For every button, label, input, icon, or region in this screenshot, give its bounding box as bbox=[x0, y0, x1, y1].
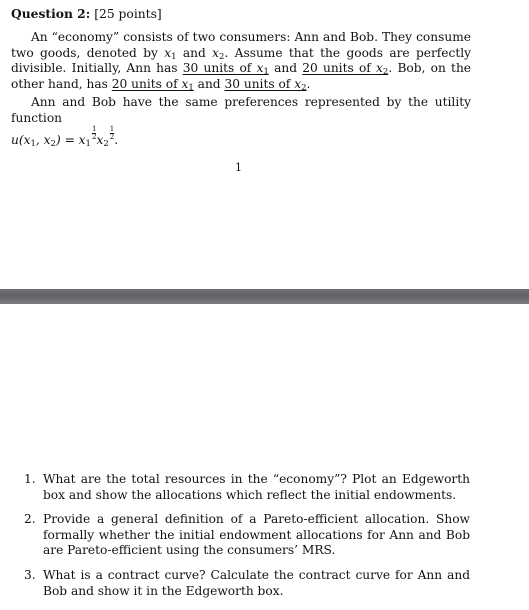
page-number: 1 bbox=[235, 161, 242, 174]
math-x1: $x_1$ bbox=[164, 45, 177, 62]
intro-text: . Assume that the goods are perfectly divisible. Initially, Ann has bbox=[11, 45, 472, 76]
intro-text: An “economy” consists of two consumers: Ann and Bob. They consume two goods, denoted by bbox=[11, 30, 471, 60]
intro-text: and bbox=[274, 61, 298, 76]
math-x2: $x_2$ bbox=[212, 45, 225, 62]
item-number: 3. bbox=[24, 567, 36, 582]
intro-text: and bbox=[197, 76, 221, 91]
utility-text: Ann and Bob have the same preferences represented by the utility function bbox=[11, 95, 471, 125]
bob-x1-endowment: 20 units of $x_1$ bbox=[111, 76, 194, 93]
list-item bbox=[20, 472, 470, 503]
ann-x1-endowment: 30 units of $x_1$ bbox=[182, 61, 269, 78]
list-item bbox=[20, 568, 470, 599]
item-number: 2. bbox=[24, 512, 36, 527]
question-list bbox=[20, 472, 470, 608]
question-points: [25 points] bbox=[94, 7, 162, 21]
intro-text: . bbox=[306, 76, 311, 91]
item-text: What is a contract curve? Calculate the contract curve for Ann and Bob and show it in the Edgeworth box. bbox=[43, 567, 470, 598]
exponent-half: $\frac{1}{2}$ bbox=[109, 125, 115, 142]
item-text: What are the total resources in the “economy”? Plot an Edgeworth box and show the allocations which reflect the initial endowments. bbox=[43, 472, 470, 502]
item-text: Provide a general definition of a Pareto-efficient allocation. Show formally whether the initial endowment allocations for Ann and Bob are Pareto-efficient using the consumers’ MRS. bbox=[43, 512, 470, 558]
bob-x2-endowment: 30 units of $x_2$ bbox=[224, 76, 307, 93]
intro-text: and bbox=[182, 45, 206, 60]
intro-text: . Bob, on the other hand, has bbox=[11, 61, 472, 91]
list-item bbox=[20, 512, 470, 559]
item-number: 1. bbox=[24, 472, 36, 486]
question-title bbox=[11, 6, 162, 21]
utility-paragraph: Ann and Bob have the same preferences represented by the utility function $u(x_1$, $x_2) = x_1$ $\frac{1}{2}$ $x_2$ $\frac{1}{2}$ . bbox=[11, 95, 471, 150]
question-label: Question 2: bbox=[11, 6, 91, 21]
page-separator bbox=[0, 289, 529, 304]
ann-x2-endowment: 20 units of $x_2$ bbox=[302, 61, 389, 78]
exponent-half: $\frac{1}{2}$ bbox=[91, 125, 97, 142]
intro-paragraph bbox=[11, 30, 471, 92]
utility-function: $u(x_1$, $x_2) = x_1$ $\frac{1}{2}$ $x_2$ $\frac{1}{2}$ bbox=[11, 125, 115, 150]
page-top bbox=[0, 0, 529, 289]
